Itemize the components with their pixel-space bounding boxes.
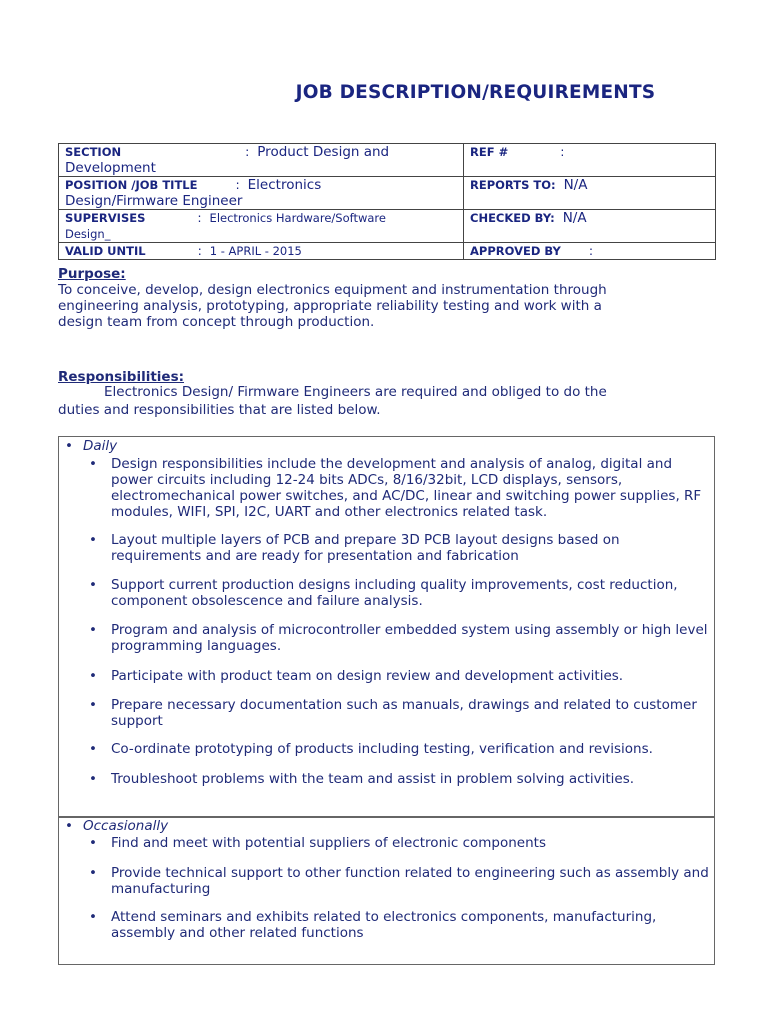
section-colon: : (245, 144, 250, 159)
daily-item-1: • Design responsibilities include the development and analysis of analog, digital and power circuits including 12-24 bits ADCs, 8/16/32bit, LCD displays, sensors, electromechanical power switches, and AC/DC, linear and switching power supplies, RF modules, WIFI, SPI, I2C, UART and other electronics related task. (111, 456, 711, 520)
approved-by-colon: : (588, 243, 594, 258)
supervises-label: SUPERVISES (65, 211, 146, 225)
info-row-supervises (59, 210, 716, 243)
checked-by-label: CHECKED BY: (470, 211, 555, 225)
daily-item-3: • Support current production designs including quality improvements, cost reduction, component obsolescence and failure analysis. (111, 577, 711, 609)
daily-item-8: • Troubleshoot problems with the team and assist in problem solving activities. (111, 771, 711, 787)
job-info-table (58, 143, 716, 260)
daily-label: • Daily (83, 438, 117, 454)
responsibilities-line1: Electronics Design/ Firmware Engineers are required and obliged to do the (104, 384, 607, 400)
occasionally-label: • Occasionally (83, 818, 168, 834)
responsibilities-line2: duties and responsibilities that are listed below. (58, 402, 381, 418)
supervises-value-line1: Electronics Hardware/Software (209, 211, 386, 225)
occasional-item-2: • Provide technical support to other function related to engineering such as assembly and manufacturing (111, 865, 711, 897)
info-row-position (59, 177, 716, 210)
daily-item-2: • Layout multiple layers of PCB and prepare 3D PCB layout designs based on requirements and are ready for presentation and fabrication (111, 532, 711, 564)
info-row-section (59, 144, 716, 177)
approved-by-label: APPROVED BY (470, 244, 561, 258)
purpose-line2: engineering analysis, prototyping, appropriate reliability testing and work with a (58, 298, 602, 314)
valid-until-colon: : (197, 243, 202, 258)
occasional-item-1: • Find and meet with potential suppliers of electronic components (111, 835, 711, 851)
purpose-heading: Purpose: (58, 266, 126, 282)
section-value-line1: Product Design and (257, 144, 390, 160)
reports-to-value: N/A (563, 177, 588, 193)
daily-item-7: • Co-ordinate prototyping of products including testing, verification and revisions. (111, 741, 711, 757)
daily-item-5: • Participate with product team on design review and development activities. (111, 668, 711, 684)
daily-item-6: • Prepare necessary documentation such as manuals, drawings and related to customer support (111, 697, 711, 729)
position-value-line1: Electronics (247, 177, 322, 193)
purpose-line1: To conceive, develop, design electronics equipment and instrumentation through (58, 282, 607, 298)
ref-colon: : (560, 144, 565, 159)
valid-until-value: 1 - APRIL - 2015 (209, 244, 302, 258)
purpose-line3: design team from concept through production. (58, 314, 375, 330)
supervises-value-line2: Design_ (65, 227, 111, 241)
checked-by-value: N/A (562, 210, 587, 226)
info-row-valid (59, 243, 716, 260)
daily-item-4: • Program and analysis of microcontroller embedded system using assembly or high level programming languages. (111, 622, 711, 654)
position-value-line2: Design/Firmware Engineer (65, 193, 243, 209)
document-title: JOB DESCRIPTION/REQUIREMENTS (295, 82, 656, 103)
position-label: POSITION /JOB TITLE (65, 178, 198, 192)
section-label: SECTION (65, 145, 122, 159)
section-value-line2: Development (65, 160, 156, 176)
reports-to-label: REPORTS TO: (470, 178, 556, 192)
supervises-colon: : (197, 210, 202, 225)
responsibilities-heading: Responsibilities: (58, 369, 185, 385)
occasional-item-3: • Attend seminars and exhibits related to electronics components, manufacturing, assembly and other related functions (111, 909, 711, 941)
ref-label: REF # (470, 145, 509, 159)
position-colon: : (235, 177, 240, 192)
valid-until-label: VALID UNTIL (65, 244, 146, 258)
